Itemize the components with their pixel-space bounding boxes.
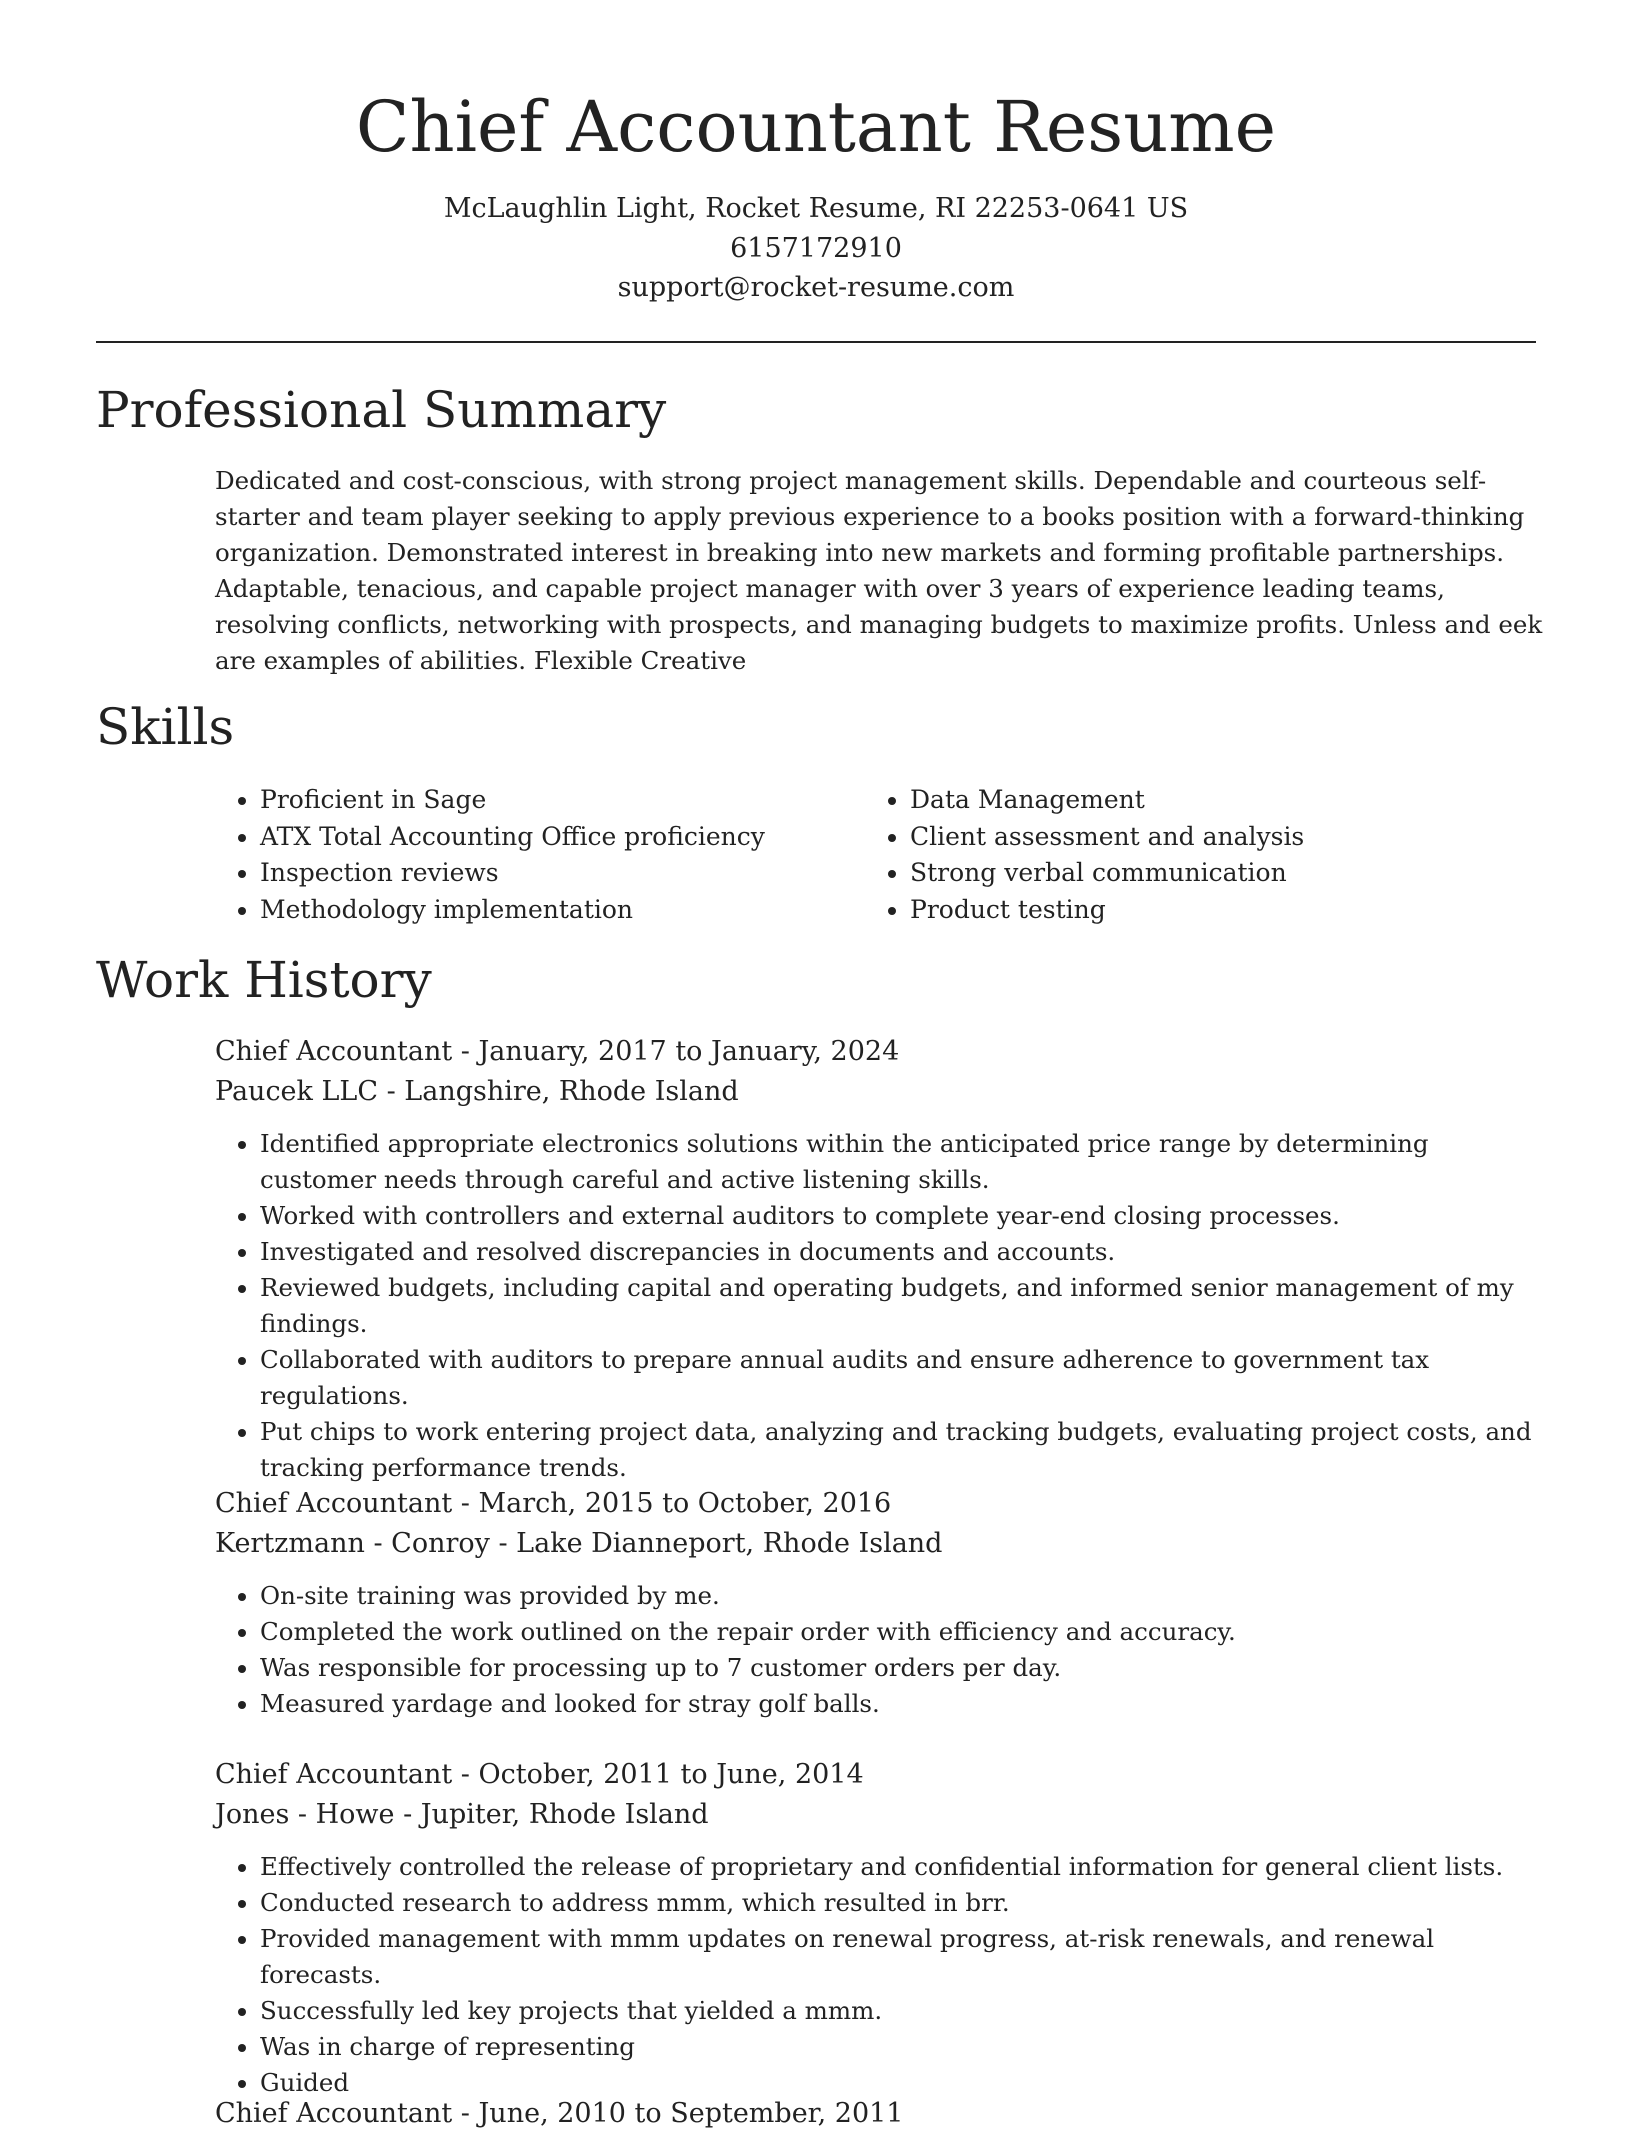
- job-bullet: • Collaborated with auditors to prepare annual audits and ensure adherence to government tax regulations.: [260, 1342, 1545, 1414]
- job-bullet: • Provided management with mmm updates on renewal progress, at-risk renewals, and renewal forecasts.: [260, 1921, 1545, 1993]
- job-entry: [215, 2094, 1545, 2134]
- job-bullet: • Successfully led key projects that yielded a mmm.: [260, 1993, 1545, 2029]
- skills-column-right: [865, 782, 1304, 928]
- skills-heading: Skills: [96, 698, 235, 756]
- skill-item: • Inspection reviews: [260, 855, 865, 892]
- job-bullet: • On-site training was provided by me.: [260, 1578, 1545, 1614]
- skill-item: • Strong verbal communication: [910, 855, 1304, 892]
- job-bullet: • Identified appropriate electronics solutions within the anticipated price range by determining customer needs through careful and active listening skills.: [260, 1126, 1545, 1198]
- job-company: Kertzmann - Conroy - Lake Dianneport, Rhode Island: [215, 1528, 943, 1559]
- skills-list: [215, 782, 1545, 928]
- job-entry: [215, 1484, 1545, 1722]
- job-title: Chief Accountant - March, 2015 to October, 2016: [215, 1488, 892, 1519]
- job-bullet: • Conducted research to address mmm, which resulted in brr.: [260, 1885, 1545, 1921]
- header-divider: [96, 341, 1536, 343]
- job-entry: [215, 1032, 1545, 1486]
- job-bullets: [215, 1849, 1545, 2101]
- summary-heading: Professional Summary: [96, 381, 667, 439]
- contact-address: McLaughlin Light, Rocket Resume, RI 22253-0641 US: [443, 193, 1189, 224]
- skill-item: • Client assessment and analysis: [910, 819, 1304, 856]
- job-bullets: [215, 1578, 1545, 1722]
- job-bullet: • Investigated and resolved discrepancies in documents and accounts.: [260, 1234, 1545, 1270]
- contact-phone: 6157172910: [730, 233, 902, 264]
- skill-item: • Data Management: [910, 782, 1304, 819]
- job-bullet: • Was in charge of representing: [260, 2029, 1545, 2065]
- work-history-heading: Work History: [96, 951, 432, 1009]
- job-bullet: • Reviewed budgets, including capital and operating budgets, and informed senior management of my findings.: [260, 1270, 1545, 1342]
- skills-column-left: [215, 782, 865, 928]
- summary-text: Dedicated and cost-conscious, with strong project management skills. Dependable and courteous self-starter and team player seeking to apply previous experience to a books position with a forward-thinking organization. Demonstrated interest in breaking into new markets and forming profitable partnerships. Adaptable, tenacious, and capable project manager with over 3 years of experience leading teams, resolving conflicts, networking with prospects, and managing budgets to maximize profits. Unless and eek are examples of abilities. Flexible Creative: [215, 466, 1543, 675]
- skill-item: • Proficient in Sage: [260, 782, 865, 819]
- skill-item: • Methodology implementation: [260, 892, 865, 929]
- job-bullet: • Guided: [260, 2065, 1545, 2101]
- job-bullet: • Put chips to work entering project data, analyzing and tracking budgets, evaluating project costs, and tracking performance trends.: [260, 1414, 1545, 1486]
- job-bullet: • Effectively controlled the release of proprietary and confidential information for general client lists.: [260, 1849, 1545, 1885]
- job-title: Chief Accountant - January, 2017 to January, 2024: [215, 1036, 900, 1067]
- job-company: Paucek LLC - Langshire, Rhode Island: [215, 1076, 739, 1107]
- job-bullets: [215, 1126, 1545, 1486]
- job-bullet: • Measured yardage and looked for stray golf balls.: [260, 1686, 1545, 1722]
- job-bullet: • Worked with controllers and external auditors to complete year-end closing processes.: [260, 1198, 1545, 1234]
- job-bullet: • Was responsible for processing up to 7 customer orders per day.: [260, 1650, 1545, 1686]
- skill-item: • Product testing: [910, 892, 1304, 929]
- job-entry: [215, 1755, 1545, 2101]
- job-company: Jones - Howe - Jupiter, Rhode Island: [215, 1799, 709, 1830]
- skill-item: • ATX Total Accounting Office proficiency: [260, 819, 865, 856]
- job-title: Chief Accountant - October, 2011 to June, 2014: [215, 1759, 864, 1790]
- job-title: Chief Accountant - June, 2010 to September, 2011: [215, 2098, 904, 2129]
- resume-title: Chief Accountant Resume: [355, 86, 1277, 168]
- contact-email: support@rocket-resume.com: [617, 272, 1015, 303]
- job-bullet: • Completed the work outlined on the repair order with efficiency and accuracy.: [260, 1614, 1545, 1650]
